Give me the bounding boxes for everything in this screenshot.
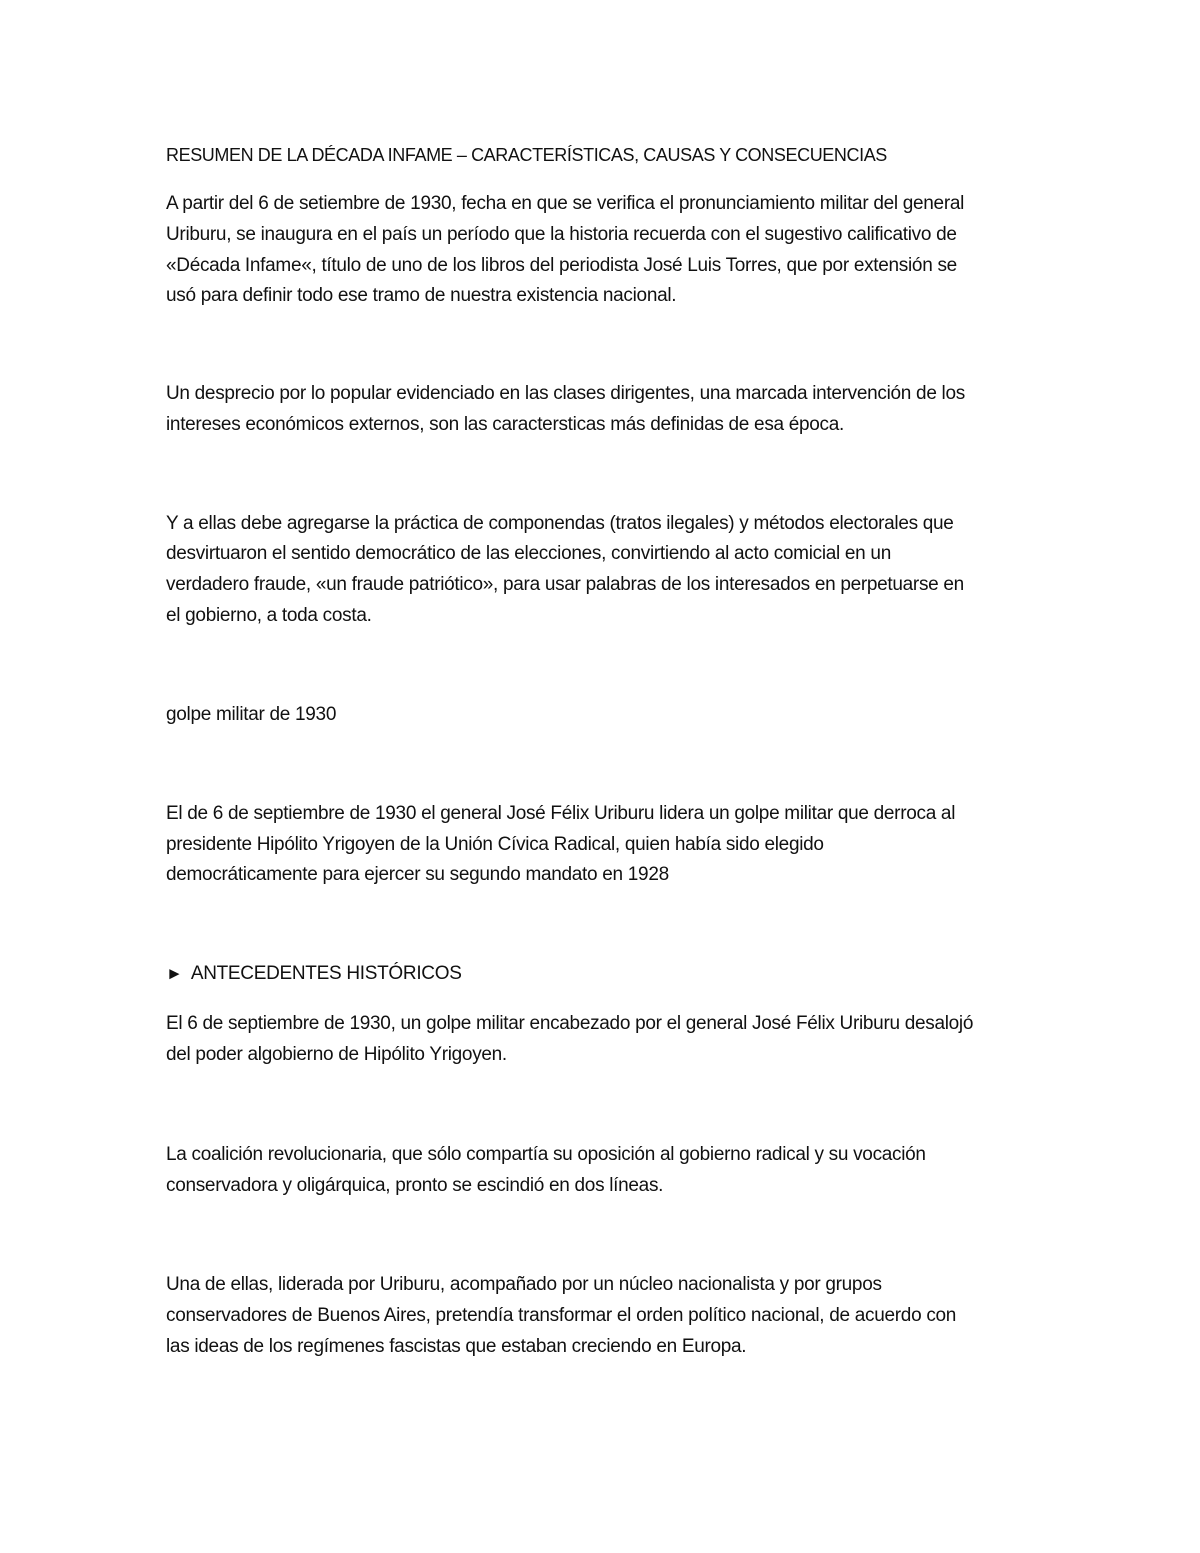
antecedentes-heading-text: ANTECEDENTES HISTÓRICOS — [190, 963, 462, 984]
play-arrow-icon: ► — [166, 964, 183, 983]
paragraph-line: Un desprecio por lo popular evidenciado en las clases dirigentes, una marcada intervención de los — [166, 383, 965, 404]
paragraph-line: El 6 de septiembre de 1930, un golpe militar encabezado por el general José Félix Uriburu desalojó — [166, 1013, 974, 1034]
paragraph-line: La coalición revolucionaria, que sólo compartía su oposición al gobierno radical y su vocación — [166, 1144, 926, 1165]
paragraph-line: del poder algobierno de Hipólito Yrigoyen. — [166, 1044, 507, 1065]
paragraph-line: democráticamente para ejercer su segundo mandato en 1928 — [166, 864, 669, 885]
paragraph-line: conservadores de Buenos Aires, pretendía transformar el orden político nacional, de acuerdo con — [166, 1305, 957, 1326]
paragraph-line: El de 6 de septiembre de 1930 el general José Félix Uriburu lidera un golpe militar que derroca al — [166, 803, 956, 824]
document-title: RESUMEN DE LA DÉCADA INFAME – CARACTERÍSTICAS, CAUSAS Y CONSECUENCIAS — [166, 145, 887, 165]
paragraph-line: Y a ellas debe agregarse la práctica de componendas (tratos ilegales) y métodos electorales que — [166, 513, 954, 534]
paragraph-line: desvirtuaron el sentido democrático de las elecciones, convirtiendo al acto comicial en un — [166, 543, 891, 564]
paragraph-line: verdadero fraude, «un fraude patriótico», para usar palabras de los interesados en perpetuarse en — [166, 574, 964, 595]
paragraph-line: Una de ellas, liderada por Uriburu, acompañado por un núcleo nacionalista y por grupos — [166, 1274, 882, 1295]
golpe-heading: golpe militar de 1930 — [166, 704, 337, 725]
paragraph-line: A partir del 6 de setiembre de 1930, fecha en que se verifica el pronunciamiento militar del general — [166, 193, 965, 214]
paragraph-line: Uriburu, se inaugura en el país un período que la historia recuerda con el sugestivo calificativo de — [166, 224, 957, 245]
paragraph-line: «Década Infame«, título de uno de los libros del periodista José Luis Torres, que por extensión se — [166, 255, 957, 276]
paragraph-line: el gobierno, a toda costa. — [166, 605, 372, 626]
paragraph-line: usó para definir todo ese tramo de nuestra existencia nacional. — [166, 285, 677, 306]
paragraph-line: conservadora y oligárquica, pronto se escindió en dos líneas. — [166, 1175, 664, 1196]
paragraph-line: intereses económicos externos, son las caractersticas más definidas de esa época. — [166, 414, 845, 435]
antecedentes-heading — [166, 962, 462, 986]
paragraph-line: las ideas de los regímenes fascistas que estaban creciendo en Europa. — [166, 1336, 747, 1357]
paragraph-line: presidente Hipólito Yrigoyen de la Unión Cívica Radical, quien había sido elegido — [166, 834, 824, 855]
